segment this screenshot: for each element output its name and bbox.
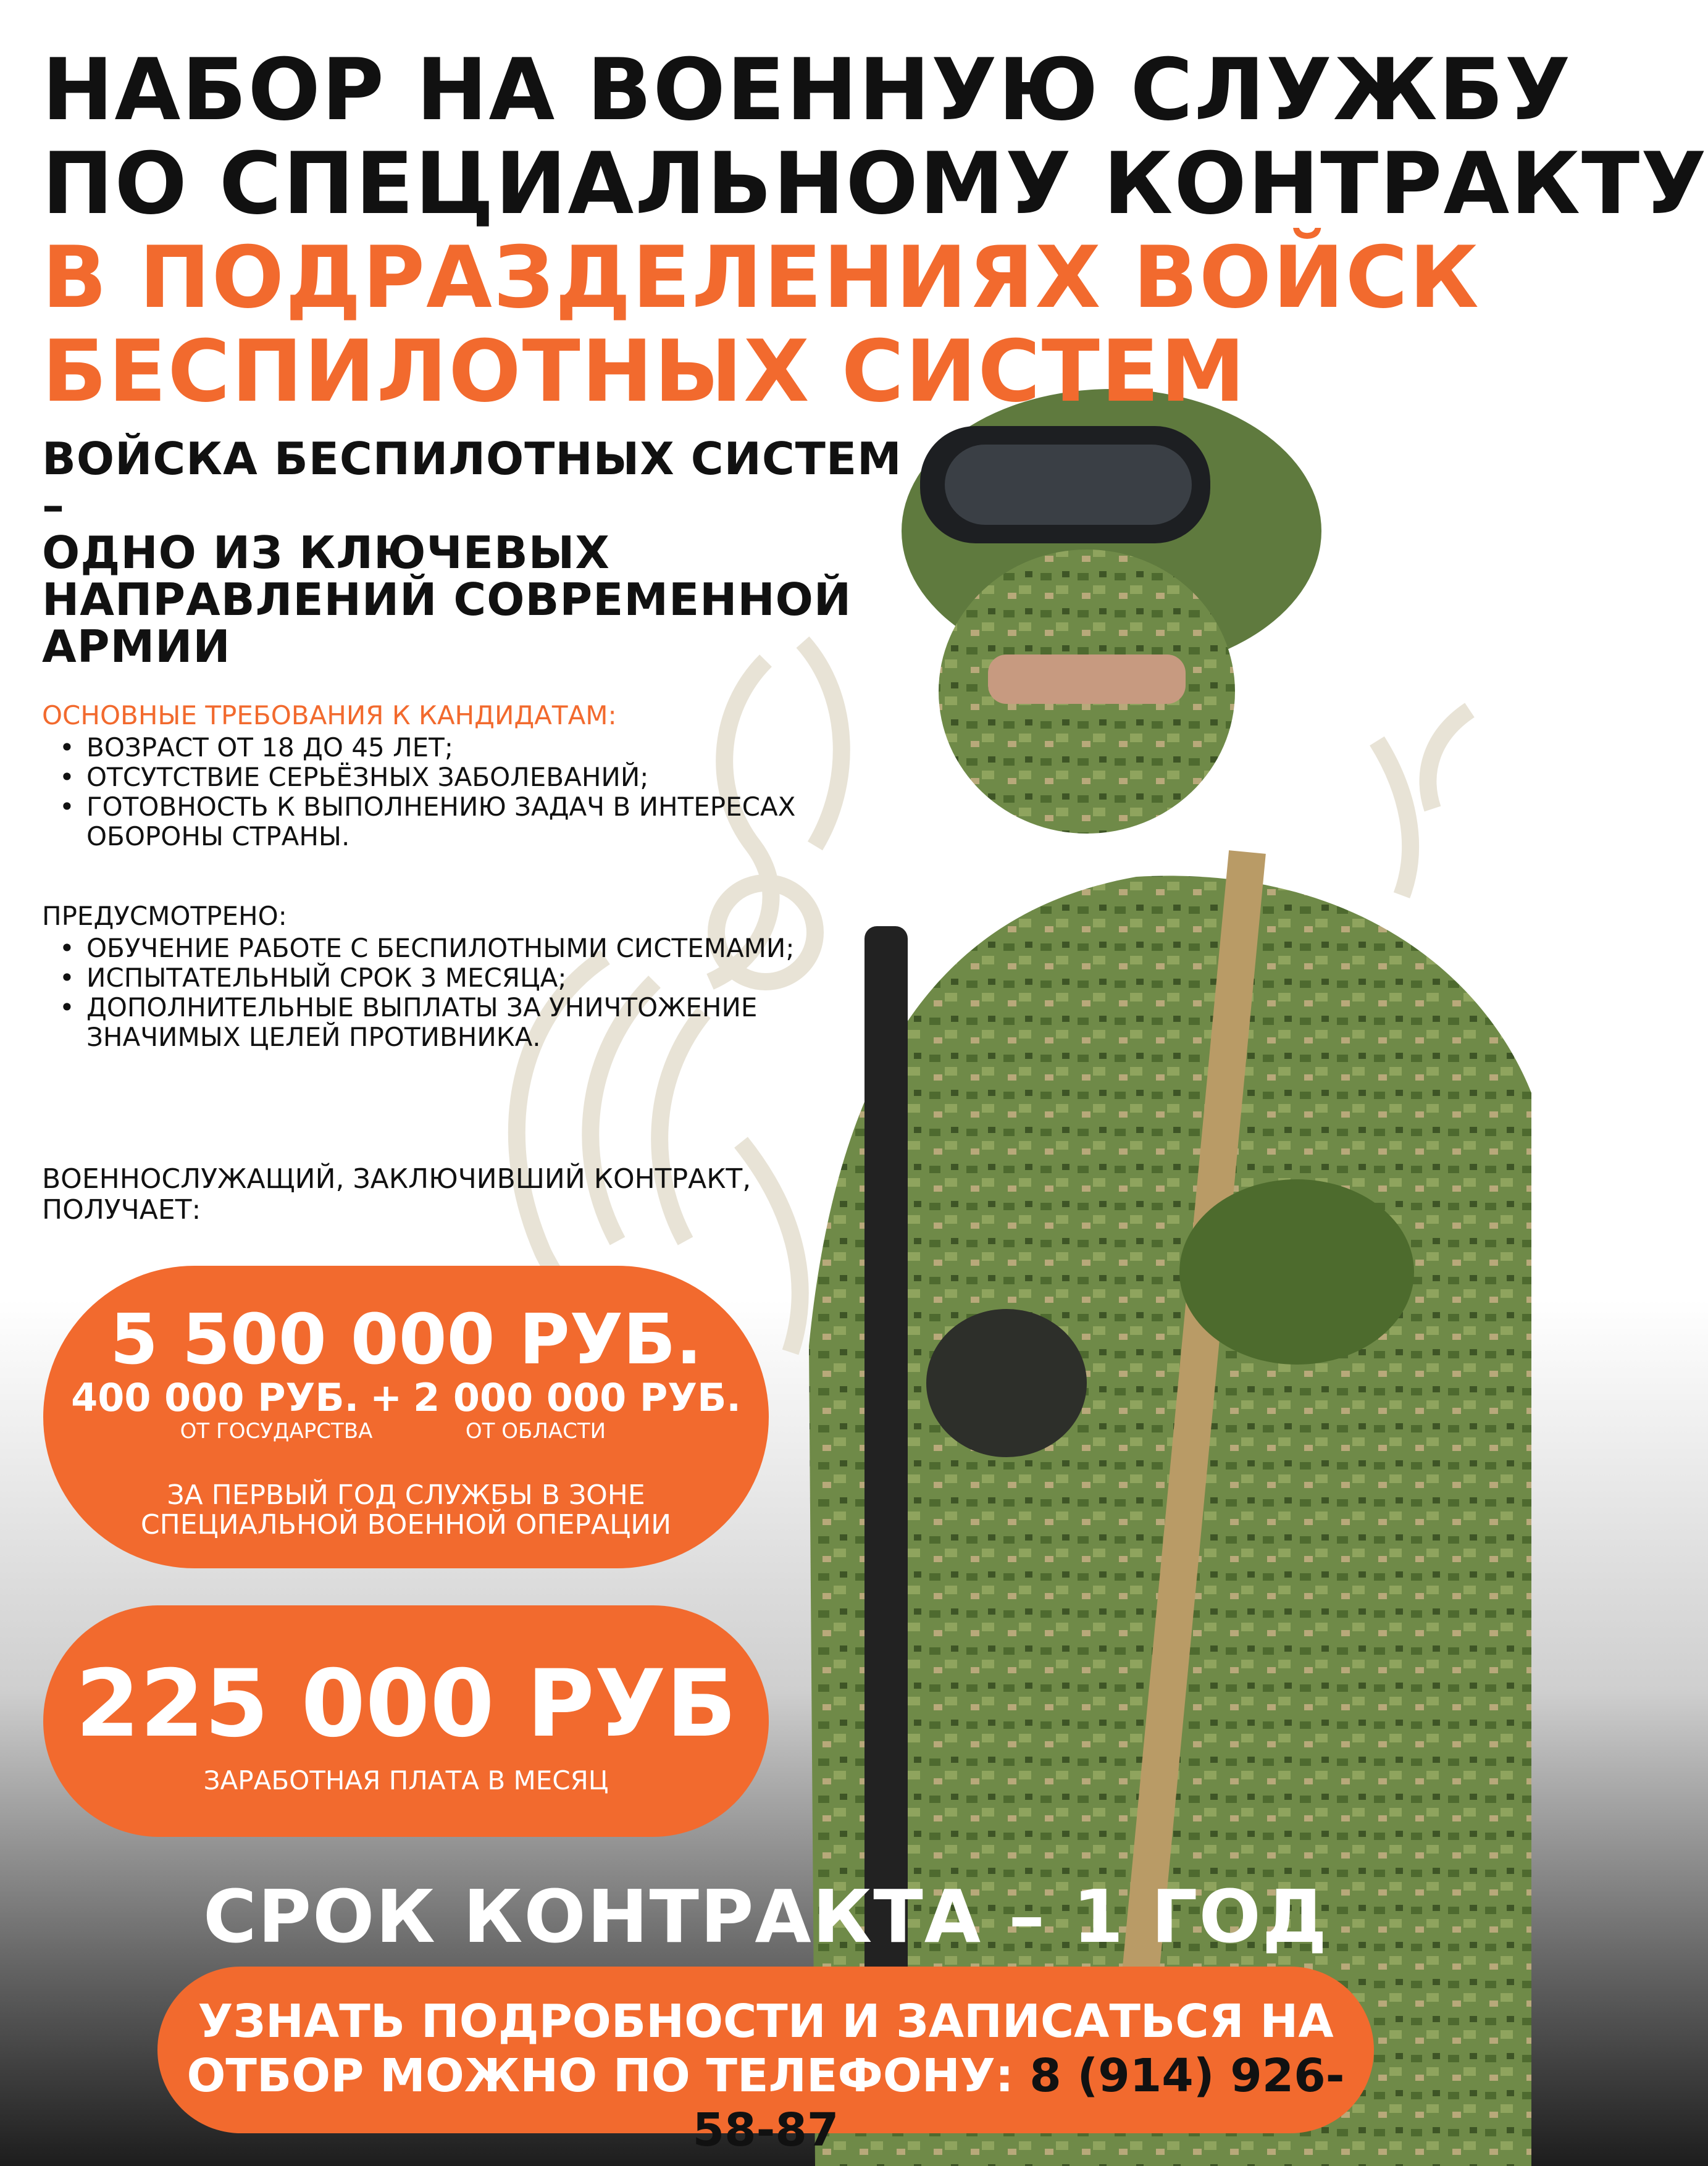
gets-line-2: ПОЛУЧАЕТ: xyxy=(42,1194,201,1226)
provided-item: • ДОПОЛНИТЕЛЬНЫЕ ВЫПЛАТЫ ЗА УНИЧТОЖЕНИЕ ЗНАЧИМЫХ ЦЕЛЕЙ ПРОТИВНИКА. xyxy=(42,993,869,1052)
provided-block xyxy=(42,901,869,1052)
intro-line-1: ВОЙСКА БЕСПИЛОТНЫХ СИСТЕМ – xyxy=(42,433,902,532)
salary-amount: 225 000 РУБ xyxy=(75,1650,737,1758)
cta-line-2: ОТБОР МОЖНО ПО ТЕЛЕФОНУ: xyxy=(186,2049,1014,2102)
salary-label: ЗАРАБОТНАЯ ПЛАТА В МЕСЯЦ xyxy=(203,1765,609,1796)
phone-number[interactable]: 8 (914) 926-58-87 xyxy=(692,2049,1345,2157)
cta-line-2-wrapper xyxy=(157,2049,1374,2157)
gets-text xyxy=(42,1164,845,1226)
headline-line-3: В ПОДРАЗДЕЛЕНИЯХ ВОЙСК xyxy=(42,228,1480,327)
requirement-item: • ОТСУТСТВИЕ СЕРЬЁЗНЫХ ЗАБОЛЕВАНИЙ; xyxy=(42,763,869,792)
requirements-title: ОСНОВНЫЕ ТРЕБОВАНИЯ К КАНДИДАТАМ: xyxy=(42,700,617,730)
bonus-state-amount: 400 000 РУБ. xyxy=(71,1375,359,1420)
headline-line-4: БЕСПИЛОТНЫХ СИСТЕМ xyxy=(42,322,1247,421)
contract-term: СРОК КОНТРАКТА – 1 ГОД xyxy=(203,1874,1328,1959)
intro-line-2: ОДНО ИЗ КЛЮЧЕВЫХ xyxy=(42,527,610,579)
bonus-total: 5 500 000 РУБ. xyxy=(110,1300,702,1380)
bonus-state-label: ОТ ГОСУДАРСТВА xyxy=(180,1419,373,1444)
bonus-note-line-2: СПЕЦИАЛЬНОЙ ВОЕННОЙ ОПЕРАЦИИ xyxy=(140,1509,672,1541)
bonus-plus: + xyxy=(370,1375,403,1420)
provided-title: ПРЕДУСМОТРЕНО: xyxy=(42,901,287,931)
bonus-note xyxy=(43,1481,769,1540)
bonus-pill xyxy=(43,1266,769,1568)
intro-line-4: АРМИИ xyxy=(42,621,231,672)
bonus-sources xyxy=(43,1419,769,1444)
bonus-region-amount: 2 000 000 РУБ. xyxy=(413,1375,741,1420)
provided-list xyxy=(42,934,869,1052)
bonus-breakdown xyxy=(43,1377,769,1419)
gets-line-1: ВОЕННОСЛУЖАЩИЙ, ЗАКЛЮЧИВШИЙ КОНТРАКТ, xyxy=(42,1163,751,1195)
headline xyxy=(42,40,1708,421)
requirements-block xyxy=(42,701,869,851)
provided-item: • ОБУЧЕНИЕ РАБОТЕ С БЕСПИЛОТНЫМИ СИСТЕМАМИ; xyxy=(42,934,869,963)
requirements-list xyxy=(42,733,869,851)
intro-text xyxy=(42,435,906,670)
cta-line-1: УЗНАТЬ ПОДРОБНОСТИ И ЗАПИСАТЬСЯ НА xyxy=(198,1995,1334,2048)
contact-banner xyxy=(157,1967,1374,2157)
headline-line-1: НАБОР НА ВОЕННУЮ СЛУЖБУ xyxy=(42,40,1572,140)
intro-line-3: НАПРАВЛЕНИЙ СОВРЕМЕННОЙ xyxy=(42,574,852,625)
bonus-region-label: ОТ ОБЛАСТИ xyxy=(465,1419,606,1444)
salary-pill xyxy=(43,1605,769,1837)
requirement-item: • ВОЗРАСТ ОТ 18 ДО 45 ЛЕТ; xyxy=(42,733,869,763)
bonus-note-line-1: ЗА ПЕРВЫЙ ГОД СЛУЖБЫ В ЗОНЕ xyxy=(167,1479,645,1511)
provided-item: • ИСПЫТАТЕЛЬНЫЙ СРОК 3 МЕСЯЦА; xyxy=(42,963,869,993)
requirement-item: • ГОТОВНОСТЬ К ВЫПОЛНЕНИЮ ЗАДАЧ В ИНТЕРЕСАХ ОБОРОНЫ СТРАНЫ. xyxy=(42,792,869,851)
headline-line-2: ПО СПЕЦИАЛЬНОМУ КОНТРАКТУ xyxy=(42,134,1708,233)
